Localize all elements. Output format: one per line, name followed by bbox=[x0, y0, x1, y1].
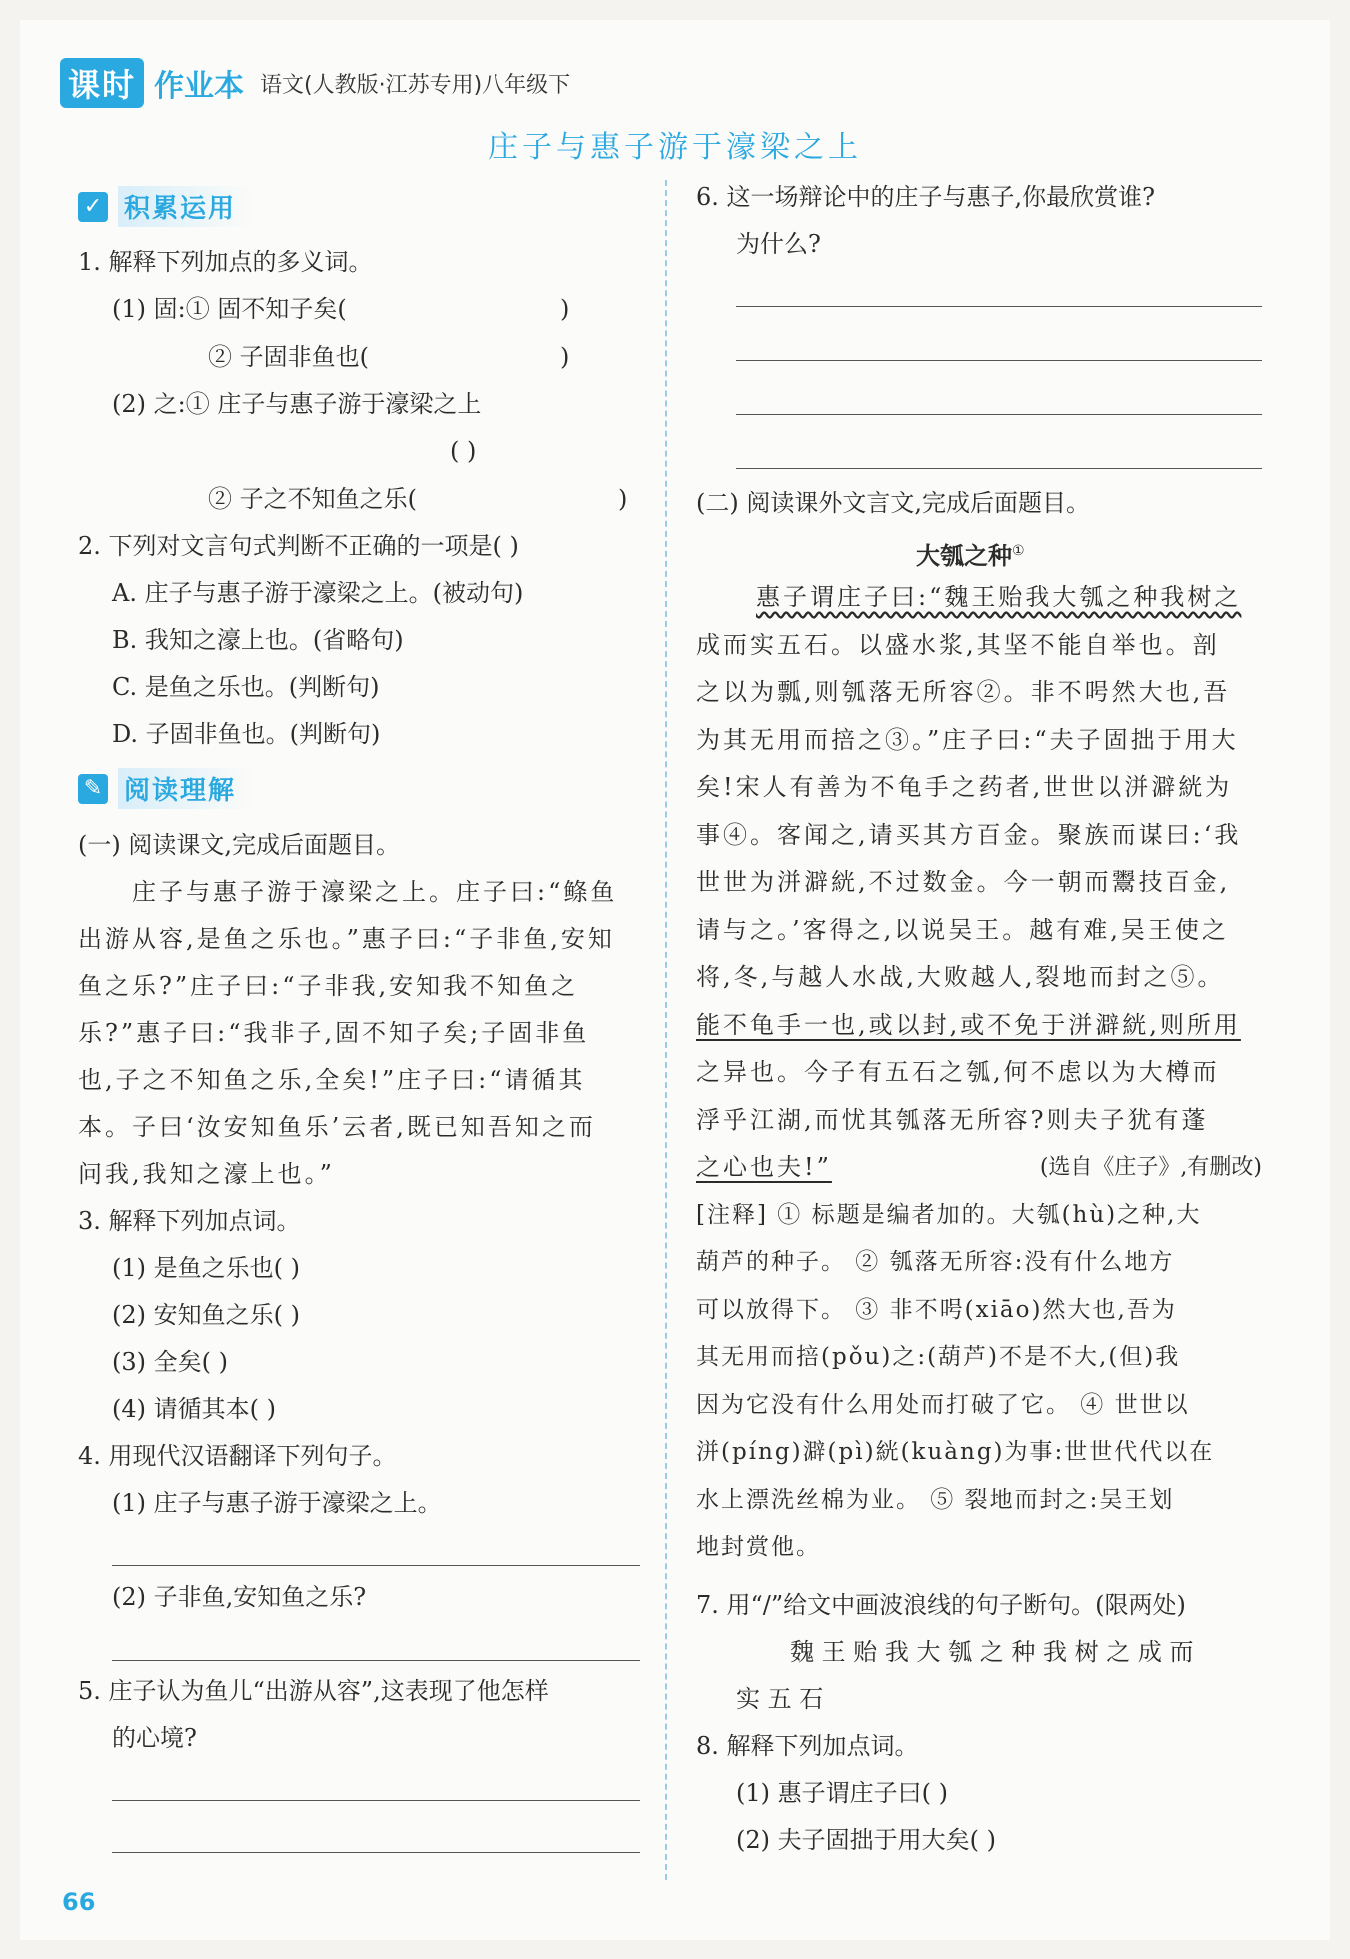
page-number: 66 bbox=[62, 1888, 96, 1916]
q1-stem: 1. 解释下列加点的多义词。 bbox=[78, 248, 373, 276]
q1-item-d: ② 子之不知鱼之乐( bbox=[208, 485, 417, 513]
passage1-line: 本。子曰‘汝安知鱼乐’云者,既已知吾知之而 bbox=[78, 1113, 596, 1141]
passage-title-text: 大瓠之种 bbox=[916, 542, 1012, 570]
q2-option-d: D. 子固非鱼也。(判断句) bbox=[112, 720, 381, 748]
part1-intro: (一) 阅读课文,完成后面题目。 bbox=[78, 831, 400, 859]
passage2-line: 浮乎江湖,而忧其瓠落无所容?则夫子犹有蓬 bbox=[696, 1105, 1209, 1134]
q3-item: (3) 全矣( ) bbox=[112, 1348, 228, 1376]
q4-item-b: (2) 子非鱼,安知鱼之乐? bbox=[112, 1583, 367, 1611]
passage1-line: 也,子之不知鱼之乐,全矣!”庄子曰:“请循其 bbox=[78, 1066, 586, 1094]
passage2 bbox=[696, 574, 1262, 1572]
q4-stem: 4. 用现代汉语翻译下列句子。 bbox=[78, 1442, 397, 1470]
passage1-line: 乐?”惠子曰:“我非子,固不知子矣;子固非鱼 bbox=[78, 1019, 590, 1047]
passage1-line: 鱼之乐?”庄子曰:“子非我,安知我不知鱼之 bbox=[78, 972, 579, 1000]
q8-item: (1) 惠子谓庄子曰( ) bbox=[736, 1779, 948, 1807]
answer-line[interactable] bbox=[112, 1852, 640, 1853]
note-line: 地封赏他。 bbox=[696, 1534, 821, 1560]
passage2-line: 矣!宋人有善为不龟手之药者,世世以洴澼絖为 bbox=[696, 773, 1233, 801]
answer-line[interactable] bbox=[736, 306, 1262, 307]
passage2-line: 之心也夫!” bbox=[696, 1153, 832, 1181]
answer-line[interactable] bbox=[736, 414, 1262, 415]
passage1-line: 庄子与惠子游于濠梁之上。庄子曰:“鲦鱼 bbox=[132, 878, 618, 906]
passage2-line: 将,冬,与越人水战,大败越人,裂地而封之⑤。 bbox=[696, 963, 1225, 991]
note-line: 葫芦的种子。 ② 瓠落无所容:没有什么地方 bbox=[696, 1249, 1175, 1275]
q7-sentence: 魏 王 贻 我 大 瓠 之 种 我 树 之 成 而 bbox=[790, 1638, 1194, 1666]
q2-stem: 2. 下列对文言句式判断不正确的一项是( ) bbox=[78, 532, 519, 560]
subject-label: 语文(人教版·江苏专用)八年级下 bbox=[260, 72, 571, 98]
section-label: 阅读理解 bbox=[118, 768, 252, 809]
note-line: 可以放得下。 ③ 非不呺(xiāo)然大也,吾为 bbox=[696, 1296, 1177, 1323]
note-line: 水上漂洗丝棉为业。 ⑤ 裂地而封之:吴王划 bbox=[696, 1486, 1175, 1513]
passage2-line: 成而实五石。以盛水浆,其坚不能自举也。剖 bbox=[696, 630, 1220, 659]
q6-stem: 6. 这一场辩论中的庄子与惠子,你最欣赏谁? bbox=[696, 183, 1156, 211]
q7-sentence-cont: 实 五 石 bbox=[736, 1685, 824, 1713]
q3-item: (4) 请循其本( ) bbox=[112, 1395, 276, 1423]
q3-item: (1) 是鱼之乐也( ) bbox=[112, 1254, 300, 1282]
passage2-line: 能不龟手一也,或以封,或不免于洴澼絖,则所用 bbox=[696, 1010, 1241, 1039]
q3-item: (2) 安知鱼之乐( ) bbox=[112, 1301, 300, 1329]
passage-source: (选自《庄子》,有删改) bbox=[1039, 1155, 1262, 1180]
q3-stem: 3. 解释下列加点词。 bbox=[78, 1207, 301, 1235]
answer-line[interactable] bbox=[736, 468, 1262, 469]
passage2-line: 请与之。’客得之,以说吴王。越有难,吴王使之 bbox=[696, 915, 1229, 944]
q6-stem-cont: 为什么? bbox=[736, 230, 821, 258]
passage2-line: 为其无用而掊之③。”庄子曰:“夫子固拙于用大 bbox=[696, 725, 1239, 754]
section-header-accumulation bbox=[78, 186, 252, 227]
note-line: [注释] ① 标题是编者加的。大瓠(hù)之种,大 bbox=[696, 1201, 1202, 1228]
q1-item-c-paren: ( ) bbox=[450, 437, 477, 465]
section-label: 积累运用 bbox=[118, 186, 252, 227]
note-line: 其无用而掊(pǒu)之:(葫芦)不是不大,(但)我 bbox=[696, 1344, 1181, 1370]
passage-title bbox=[916, 532, 1025, 575]
q5-stem: 5. 庄子认为鱼儿“出游从容”,这表现了他怎样 bbox=[78, 1677, 549, 1705]
answer-line[interactable] bbox=[112, 1565, 640, 1566]
pencil-icon: ✎ bbox=[78, 774, 108, 804]
note-line: 因为它没有什么用处而打破了它。 ④ 世世以 bbox=[696, 1391, 1190, 1418]
footnote-marker: ① bbox=[1012, 543, 1025, 559]
check-icon: ✓ bbox=[78, 192, 108, 222]
section-header-reading bbox=[78, 768, 252, 809]
brand-name: 作业本 bbox=[154, 69, 245, 104]
q2-option-c: C. 是鱼之乐也。(判断句) bbox=[112, 673, 380, 701]
lesson-title: 庄子与惠子游于濠梁之上 bbox=[488, 130, 862, 165]
q2-option-b: B. 我知之濠上也。(省略句) bbox=[112, 626, 404, 654]
brand-header bbox=[60, 58, 570, 108]
q2-option-a: A. 庄子与惠子游于濠梁之上。(被动句) bbox=[112, 579, 524, 607]
q1-item-c: (2) 之:① 庄子与惠子游于濠梁之上 bbox=[112, 390, 482, 418]
answer-line[interactable] bbox=[112, 1800, 640, 1801]
q7-stem: 7. 用“/”给文中画波浪线的句子断句。(限两处) bbox=[696, 1591, 1186, 1619]
q1-item-b: ② 子固非鱼也( bbox=[208, 343, 369, 371]
q1-item-d-close: ) bbox=[618, 485, 628, 513]
q8-item: (2) 夫子固拙于用大矣( ) bbox=[736, 1826, 996, 1854]
answer-line[interactable] bbox=[736, 360, 1262, 361]
passage2-line: 事④。客闻之,请买其方百金。聚族而谋曰:‘我 bbox=[696, 820, 1242, 849]
q8-stem: 8. 解释下列加点词。 bbox=[696, 1732, 919, 1760]
part2-intro: (二) 阅读课外文言文,完成后面题目。 bbox=[696, 489, 1090, 517]
q1-item-a: (1) 固:① 固不知子矣( bbox=[112, 295, 347, 323]
passage2-line: 之异也。今子有五石之瓠,何不虑以为大樽而 bbox=[696, 1058, 1220, 1086]
brand-logo: 课时 bbox=[60, 58, 144, 108]
passage2-line: 之以为瓢,则瓠落无所容②。非不呺然大也,吾 bbox=[696, 678, 1231, 706]
note-line: 洴(píng)澼(pì)絖(kuàng)为事:世世代代以在 bbox=[696, 1439, 1215, 1465]
q4-item-a: (1) 庄子与惠子游于濠梁之上。 bbox=[112, 1489, 442, 1517]
passage2-line: 世世为洴澼絖,不过数金。今一朝而鬻技百金, bbox=[696, 868, 1231, 896]
passage1-line: 问我,我知之濠上也。” bbox=[78, 1160, 335, 1188]
q1-item-a-close: ) bbox=[560, 295, 570, 323]
answer-line[interactable] bbox=[112, 1660, 640, 1661]
passage2-line: 惠子谓庄子曰:“魏王贻我大瓠之种我树之 bbox=[756, 583, 1242, 611]
column-divider bbox=[665, 180, 667, 1880]
passage1-line: 出游从容,是鱼之乐也。”惠子曰:“子非鱼,安知 bbox=[78, 925, 615, 953]
q5-stem-cont: 的心境? bbox=[112, 1724, 197, 1752]
q1-item-b-close: ) bbox=[560, 343, 570, 371]
